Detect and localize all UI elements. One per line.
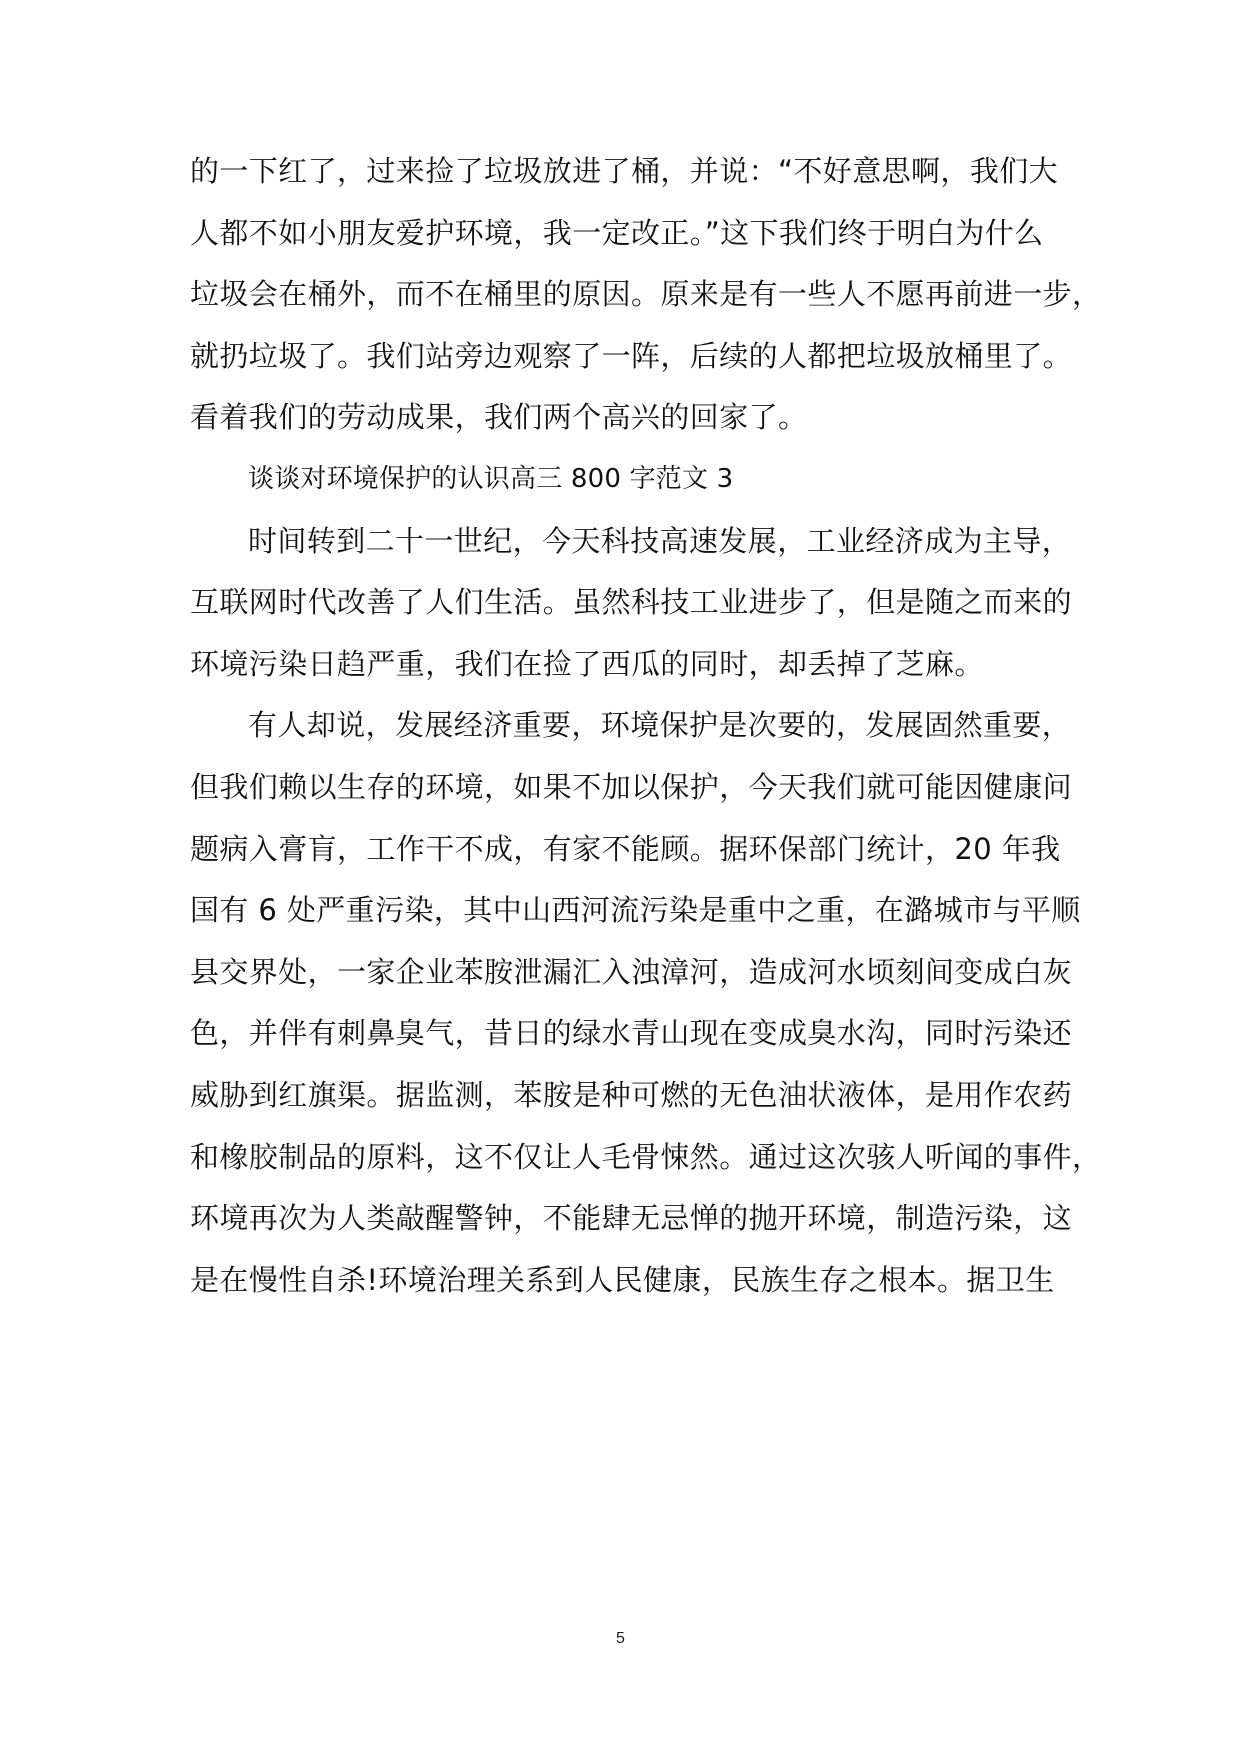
text-line: 有人却说，发展经济重要，环境保护是次要的，发展固然重要，	[248, 708, 1072, 743]
document-body	[190, 141, 1102, 1311]
text-line: 环境污染日趋严重，我们在捡了西瓜的同时，却丢掉了芝麻。	[190, 646, 984, 681]
text-line: 时间转到二十一世纪，今天科技高速发展，工业经济成为主导，	[248, 523, 1072, 558]
text-line: 县交界处，一家企业苯胺泄漏汇入浊漳河，造成河水顷刻间变成白灰	[190, 954, 1073, 989]
section-heading: 谈谈对环境保护的认识高三 800 字范文 3	[248, 463, 734, 494]
text-line: 垃圾会在桶外，而不在桶里的原因。原来是有一些人不愿再前进一步，	[190, 277, 1102, 312]
text-line: 的一下红了，过来捡了垃圾放进了桶，并说：“不好意思啊，我们大	[190, 154, 1059, 188]
text-line: 是在慢性自杀!环境治理关系到人民健康，民族生存之根本。据卫生	[190, 1262, 1055, 1297]
text-line: 互联网时代改善了人们生活。虽然科技工业进步了，但是随之而来的	[190, 585, 1073, 620]
text-line: 人都不如小朋友爱护环境，我一定改正。”这下我们终于明白为什么	[190, 215, 1044, 250]
text-line: 和橡胶制品的原料，这不仅让人毛骨悚然。通过这次骇人听闻的事件，	[190, 1139, 1102, 1174]
text-line: 但我们赖以生存的环境，如果不加以保护，今天我们就可能因健康问	[190, 769, 1073, 804]
text-line: 色，并伴有刺鼻臭气，昔日的绿水青山现在变成臭水沟，同时污染还	[190, 1016, 1073, 1051]
text-line: 就扔垃圾了。我们站旁边观察了一阵，后续的人都把垃圾放桶里了。	[190, 338, 1073, 373]
text-line: 题病入膏肓，工作干不成，有家不能顾。据环保部门统计，20 年我	[190, 831, 1061, 866]
text-line: 环境再次为人类敲醒警钟，不能肆无忌惮的抛开环境，制造污染，这	[190, 1201, 1073, 1236]
text-line: 国有 6 处严重污染，其中山西河流污染是重中之重，在潞城市与平顺	[190, 893, 1081, 928]
text-line: 威胁到红旗渠。据监测，苯胺是种可燃的无色油状液体，是用作农药	[190, 1077, 1073, 1112]
text-line: 看着我们的劳动成果，我们两个高兴的回家了。	[190, 400, 808, 435]
page-number: 5	[616, 1630, 625, 1647]
